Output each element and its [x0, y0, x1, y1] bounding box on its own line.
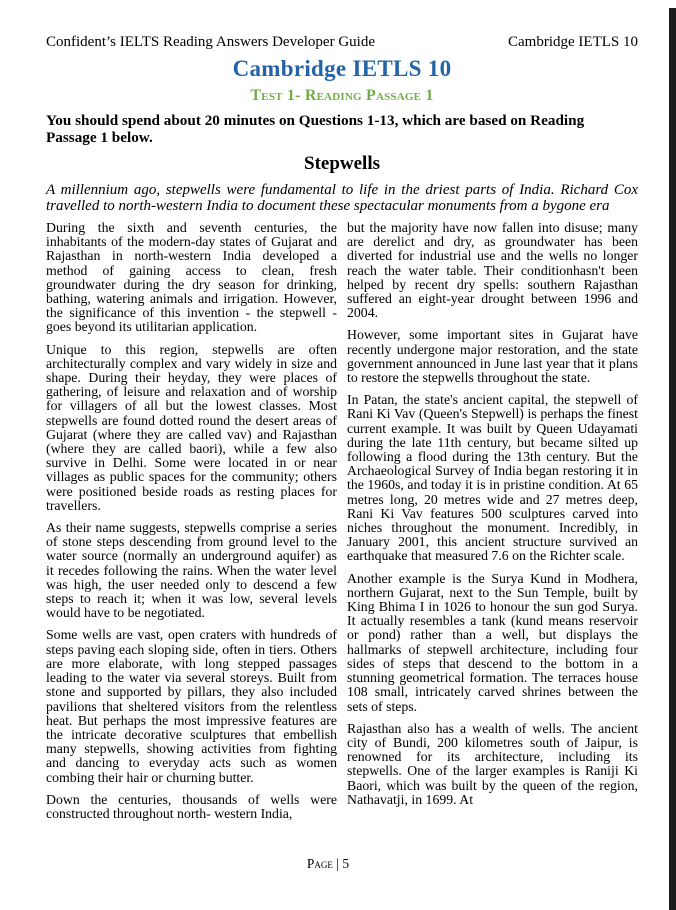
page-number: Page | 5 [306, 856, 350, 871]
passage-paragraph: During the sixth and seventh centuries, the inhabitants of the modern-day states of Gujarat and Rajasthan in north-western India developed a method of gaining access to clean, fresh groundwater during the dry season for drinking, bathing, watering animals and irrigation. However, the significance of this invention - the stepwell - goes beyond its utilitarian application. [46, 220, 337, 335]
instruction-text: You should spend about 20 minutes on Questions 1-13, which are based on Reading Passage 1 below. [46, 112, 585, 146]
document-title: Cambridge IETLS 10 [232, 56, 452, 81]
passage-paragraph: However, some important sites in Gujarat have recently undergone major restoration, and the state government announced in June last year that it plans to restore the stepwells throughout the state. [347, 327, 638, 386]
left-column [46, 221, 337, 829]
passage-intro: A millennium ago, stepwells were fundamental to life in the driest parts of India. Richard Cox travelled to north-western India to document these spectacular monuments from a bygone era [46, 182, 638, 214]
test-passage-subtitle: Test 1- Reading Passage 1 [250, 87, 434, 104]
passage-paragraph: Down the centuries, thousands of wells were constructed throughout north- western India, [46, 791, 337, 821]
running-header [46, 34, 638, 51]
page-footer [0, 856, 656, 872]
passage-columns [46, 221, 638, 829]
passage-paragraph: Some wells are vast, open craters with hundreds of steps paving each sloping side, often in tiers. Others are more elaborate, with long stepped passages leading to the water via several storeys. Built from stone and supported by pillars, they also included pavilions that sheltered visitors from the relentless heat. But perhaps the most impressive features are the intricate decorative sculptures that embellish many stepwells, showing activities from fighting and dancing to everyday acts such as women combing their hair or churning butter. [46, 627, 337, 785]
header-right-text: Cambridge IETLS 10 [508, 34, 638, 50]
header-left-text: Confident’s IELTS Reading Answers Developer Guide [46, 34, 375, 50]
passage-paragraph: but the majority have now fallen into disuse; many are derelict and dry, as groundwater has been diverted for industrial use and the wells no longer reach the water table. Their conditionhasn't been helped by recent dry spells: southern Rajasthan suffered an eight-year drought between 1996 and 2004. [347, 220, 638, 321]
passage-paragraph: Another example is the Surya Kund in Modhera, northern Gujarat, next to the Sun Temple, built by King Bhima I in 1026 to honour the sun god Surya. It actually resembles a tank (kund means reservoir or pond) rather than a well, but displays the hallmarks of stepwell architecture, including four sides of steps that descend to the bottom in a stunning geometrical formation. The terraces house 108 small, intricately carved shrines between the sets of steps. [347, 570, 638, 714]
right-column [347, 221, 638, 829]
passage-paragraph: In Patan, the state's ancient capital, the stepwell of Rani Ki Vav (Queen's Stepwell) is perhaps the finest current example. It was built by Queen Udayamati during the late 11th century, but became silted up following a flood during the 13th century. But the Archaeological Survey of India began restoring it in the 1960s, and today it is in pristine condition. At 65 metres long, 20 metres wide and 27 metres deep, Rani Ki Vav features 500 sculptures carved into niches throughout the monument. Incredibly, in January 2001, this ancient structure survived an earthquake that measured 7.6 on the Richter scale. [347, 392, 638, 564]
page-content [46, 0, 638, 829]
passage-title: Stepwells [304, 153, 380, 174]
scan-edge-bar [669, 8, 676, 910]
passage-paragraph: Unique to this region, stepwells are often architecturally complex and vary widely in size and shape. During their heyday, they were places of gathering, of leisure and relaxation and of worship for villagers of all but the lowest classes. Most stepwells are found dotted round the desert areas of Gujarat (where they are called vav) and Rajasthan (where they are called baori), while a few also survive in Delhi. Some were located in or near villages as public spaces for the community; others were positioned beside roads as resting places for travellers. [46, 341, 337, 513]
passage-paragraph: As their name suggests, stepwells comprise a series of stone steps descending from ground level to the water source (normally an underground aquifer) as it recedes following the rains. When the water level was high, the user needed only to descend a few steps to reach it; when it was low, several levels would have to be negotiated. [46, 520, 337, 621]
passage-paragraph: Rajasthan also has a wealth of wells. The ancient city of Bundi, 200 kilometres south of Jaipur, is renowned for its architecture, including its stepwells. One of the larger examples is Raniji Ki Baori, which was built by the queen of the region, Nathavatji, in 1699. At [347, 720, 638, 807]
